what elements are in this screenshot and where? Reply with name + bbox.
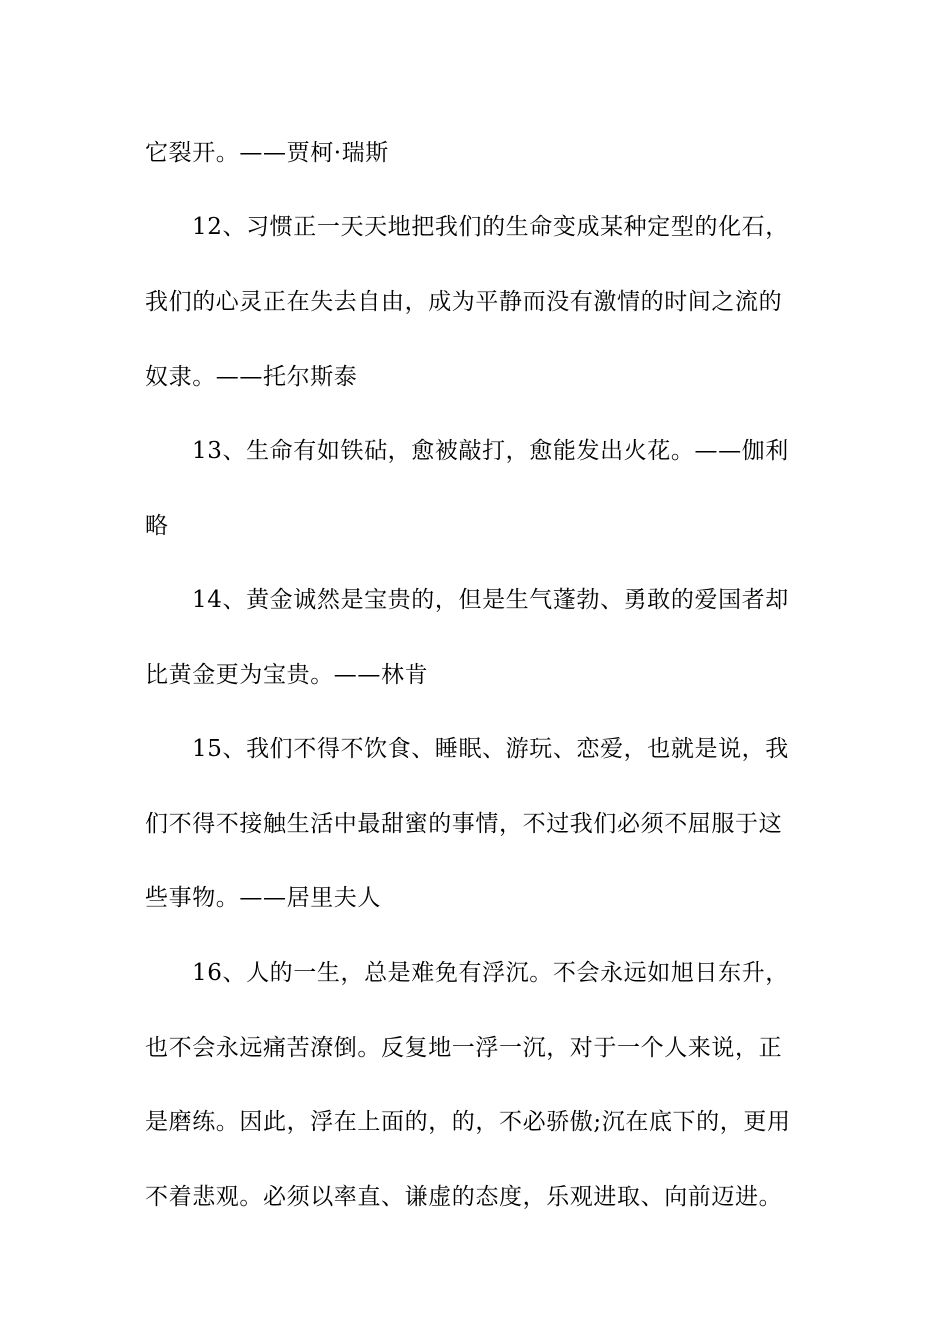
text-line: 15、我们不得不饮食、睡眠、游玩、恋爱，也就是说，我 — [192, 736, 789, 762]
text-line: 它裂开。——贾柯·瑞斯 — [145, 140, 389, 166]
text-line: 13、生命有如铁砧，愈被敲打，愈能发出火花。——伽利 — [192, 438, 789, 464]
text-line: 略 — [145, 513, 169, 539]
text-line: 16、人的一生，总是难免有浮沉。不会永远如旭日东升， — [192, 960, 789, 986]
text-line: 我们的心灵正在失去自由，成为平静而没有激情的时间之流的 — [145, 289, 783, 315]
text-line: 们不得不接触生活中最甜蜜的事情，不过我们必须不屈服于这 — [145, 811, 783, 837]
text-line: 些事物。——居里夫人 — [145, 885, 381, 911]
text-line: 是磨练。因此，浮在上面的，的，不必骄傲;沉在底下的，更用 — [145, 1109, 791, 1135]
text-line: 不着悲观。必须以率直、谦虚的态度，乐观进取、向前迈进。 — [145, 1184, 783, 1210]
text-line: 也不会永远痛苦潦倒。反复地一浮一沉，对于一个人来说，正 — [145, 1035, 783, 1061]
text-line: 14、黄金诚然是宝贵的，但是生气蓬勃、勇敢的爱国者却 — [192, 587, 789, 613]
text-line: 比黄金更为宝贵。——林肯 — [145, 662, 429, 688]
text-line: 12、习惯正一天天地把我们的生命变成某种定型的化石， — [192, 214, 789, 240]
text-line: 奴隶。——托尔斯泰 — [145, 364, 358, 390]
